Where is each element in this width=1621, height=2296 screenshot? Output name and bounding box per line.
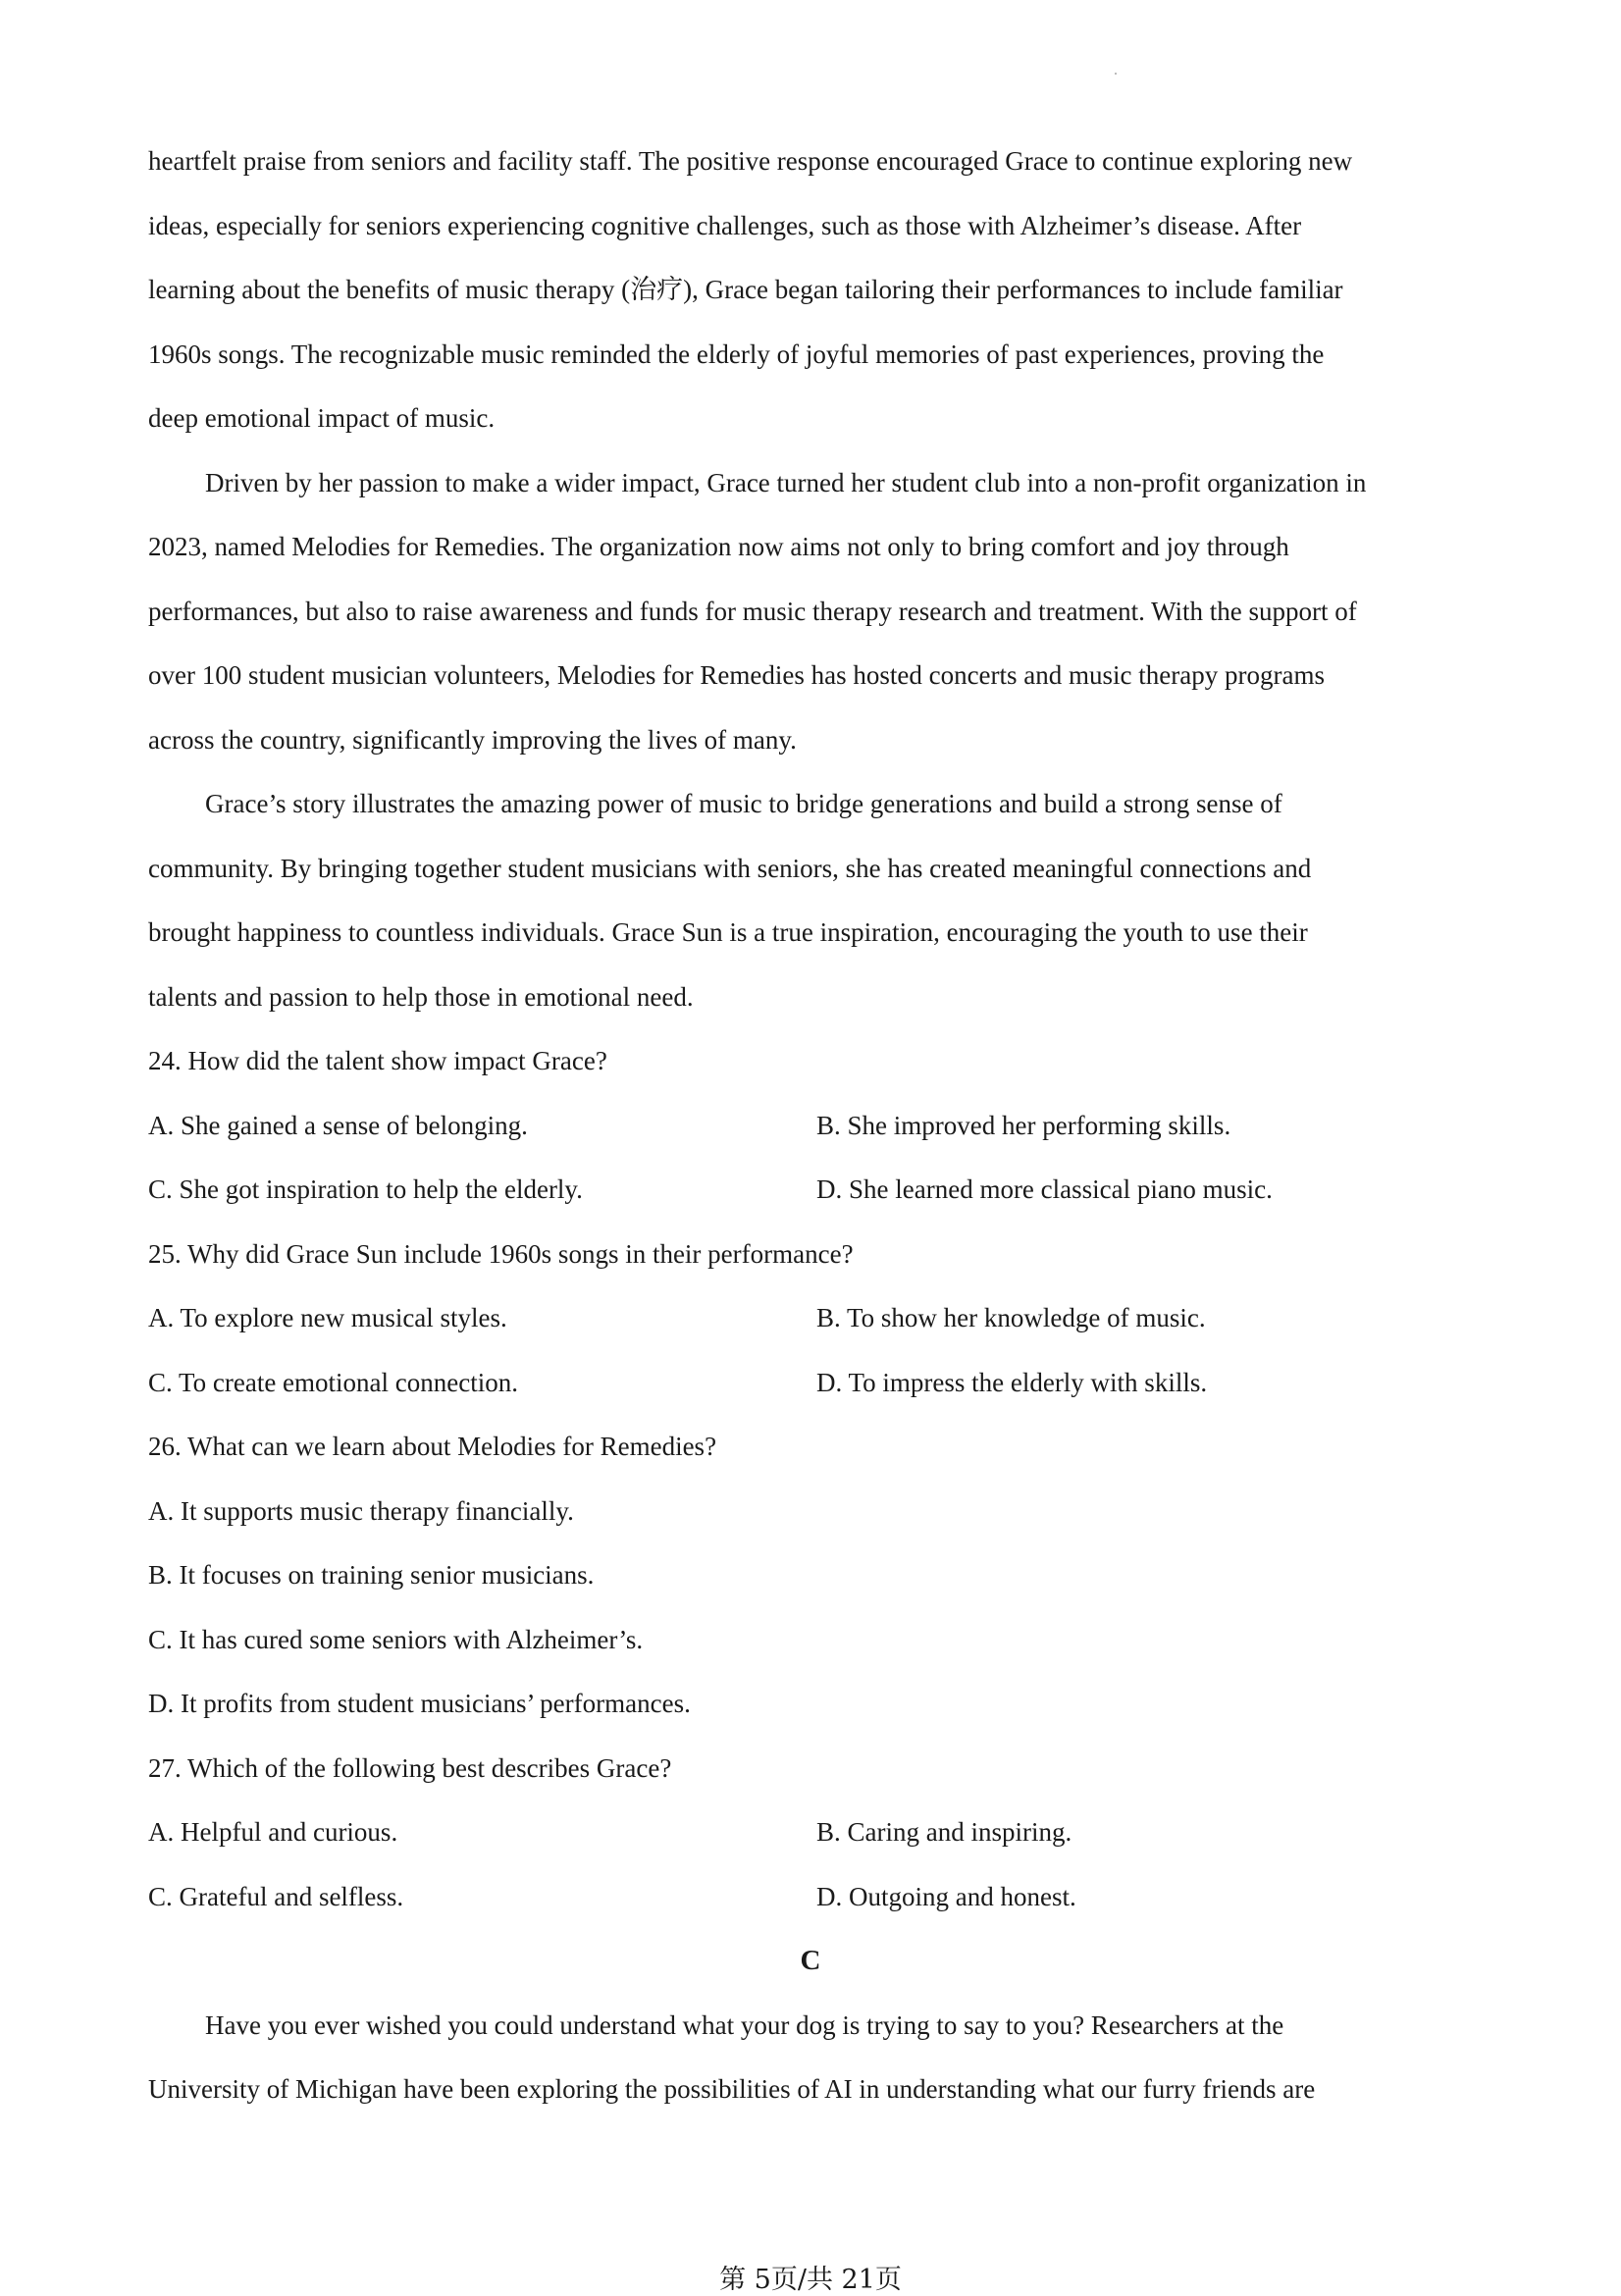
option-row xyxy=(148,1351,1473,1416)
text-line: performances, but also to raise awareness and funds for music therapy research and treatment. With the support of xyxy=(148,596,1357,626)
text-line: learning about the benefits of music therapy (治疗), Grace began tailoring their performances to include familiar xyxy=(148,275,1343,304)
text-line: ideas, especially for seniors experiencing cognitive challenges, such as those with Alzheimer’s disease. After xyxy=(148,210,1302,240)
text-line: 1960s songs. The recognizable music reminded the elderly of joyful memories of past experiences, proving the xyxy=(148,339,1325,369)
option-d: D. To impress the elderly with skills. xyxy=(816,1367,1208,1397)
option-row xyxy=(148,1800,1473,1865)
text-line: talents and passion to help those in emotional need. xyxy=(148,981,694,1012)
option-row xyxy=(148,1158,1473,1223)
option-c: C. Grateful and selfless. xyxy=(148,1881,404,1911)
text-line: over 100 student musician volunteers, Melodies for Remedies has hosted concerts and music therapy programs xyxy=(148,660,1325,690)
section-heading-c: C xyxy=(800,1945,821,1976)
text-line: across the country, significantly improving the lives of many. xyxy=(148,724,797,755)
option-a: A. She gained a sense of belonging. xyxy=(148,1110,528,1140)
page-number-footer: 第 5页/共 21页 xyxy=(719,2265,902,2295)
option-b: B. Caring and inspiring. xyxy=(816,1817,1072,1847)
text-line: deep emotional impact of music. xyxy=(148,403,496,433)
question-25 xyxy=(148,1223,1473,1416)
option-d: D. It profits from student musicians’ performances. xyxy=(148,1689,691,1718)
passage-b-paragraph-1 xyxy=(148,130,1473,451)
text-line: heartfelt praise from seniors and facility staff. The positive response encouraged Grace to continue exploring new xyxy=(148,146,1353,176)
option-c: C. She got inspiration to help the elderly. xyxy=(148,1174,583,1204)
option-b: B. She improved her performing skills. xyxy=(816,1110,1231,1140)
question-27 xyxy=(148,1737,1473,1930)
passage-c-paragraph-1 xyxy=(148,1994,1473,2122)
question-stem: 27. Which of the following best describes Grace? xyxy=(148,1752,672,1783)
option-row xyxy=(148,1865,1473,1930)
question-26 xyxy=(148,1415,1473,1737)
option-row xyxy=(148,1094,1473,1159)
option-b: B. To show her knowledge of music. xyxy=(816,1303,1206,1332)
question-stem: 25. Why did Grace Sun include 1960s songs in their performance? xyxy=(148,1238,854,1269)
text-line: Grace’s story illustrates the amazing power of music to bridge generations and build a strong sense of xyxy=(205,789,1282,818)
option-a: A. It supports music therapy financially. xyxy=(148,1495,574,1526)
option-d: D. She learned more classical piano music. xyxy=(816,1174,1273,1204)
text-line: Have you ever wished you could understand what your dog is trying to say to you? Researchers at the xyxy=(205,2009,1284,2040)
option-b: B. It focuses on training senior musicians. xyxy=(148,1560,595,1590)
passage-b-paragraph-2 xyxy=(148,451,1473,773)
question-stem: 26. What can we learn about Melodies for Remedies? xyxy=(148,1432,717,1461)
question-24 xyxy=(148,1029,1473,1223)
question-stem: 24. How did the talent show impact Grace? xyxy=(148,1046,607,1075)
option-row xyxy=(148,1286,1473,1351)
document-page xyxy=(148,130,1473,2122)
option-d: D. Outgoing and honest. xyxy=(816,1881,1076,1911)
option-a: A. To explore new musical styles. xyxy=(148,1303,507,1332)
scan-speck xyxy=(1115,73,1117,75)
text-line: University of Michigan have been exploring the possibilities of AI in understanding what our furry friends are xyxy=(148,2074,1316,2104)
passage-b-paragraph-3 xyxy=(148,772,1473,1029)
option-a: A. Helpful and curious. xyxy=(148,1817,398,1847)
text-line: brought happiness to countless individuals. Grace Sun is a true inspiration, encouraging the youth to use their xyxy=(148,917,1308,947)
text-line: community. By bringing together student musicians with seniors, she has created meaningful connections and xyxy=(148,853,1312,883)
option-c: C. To create emotional connection. xyxy=(148,1367,518,1397)
option-c: C. It has cured some seniors with Alzheimer’s. xyxy=(148,1624,644,1654)
text-line: 2023, named Melodies for Remedies. The organization now aims not only to bring comfort and joy through xyxy=(148,532,1289,561)
text-line: Driven by her passion to make a wider impact, Grace turned her student club into a non-profit organization in xyxy=(205,467,1367,497)
